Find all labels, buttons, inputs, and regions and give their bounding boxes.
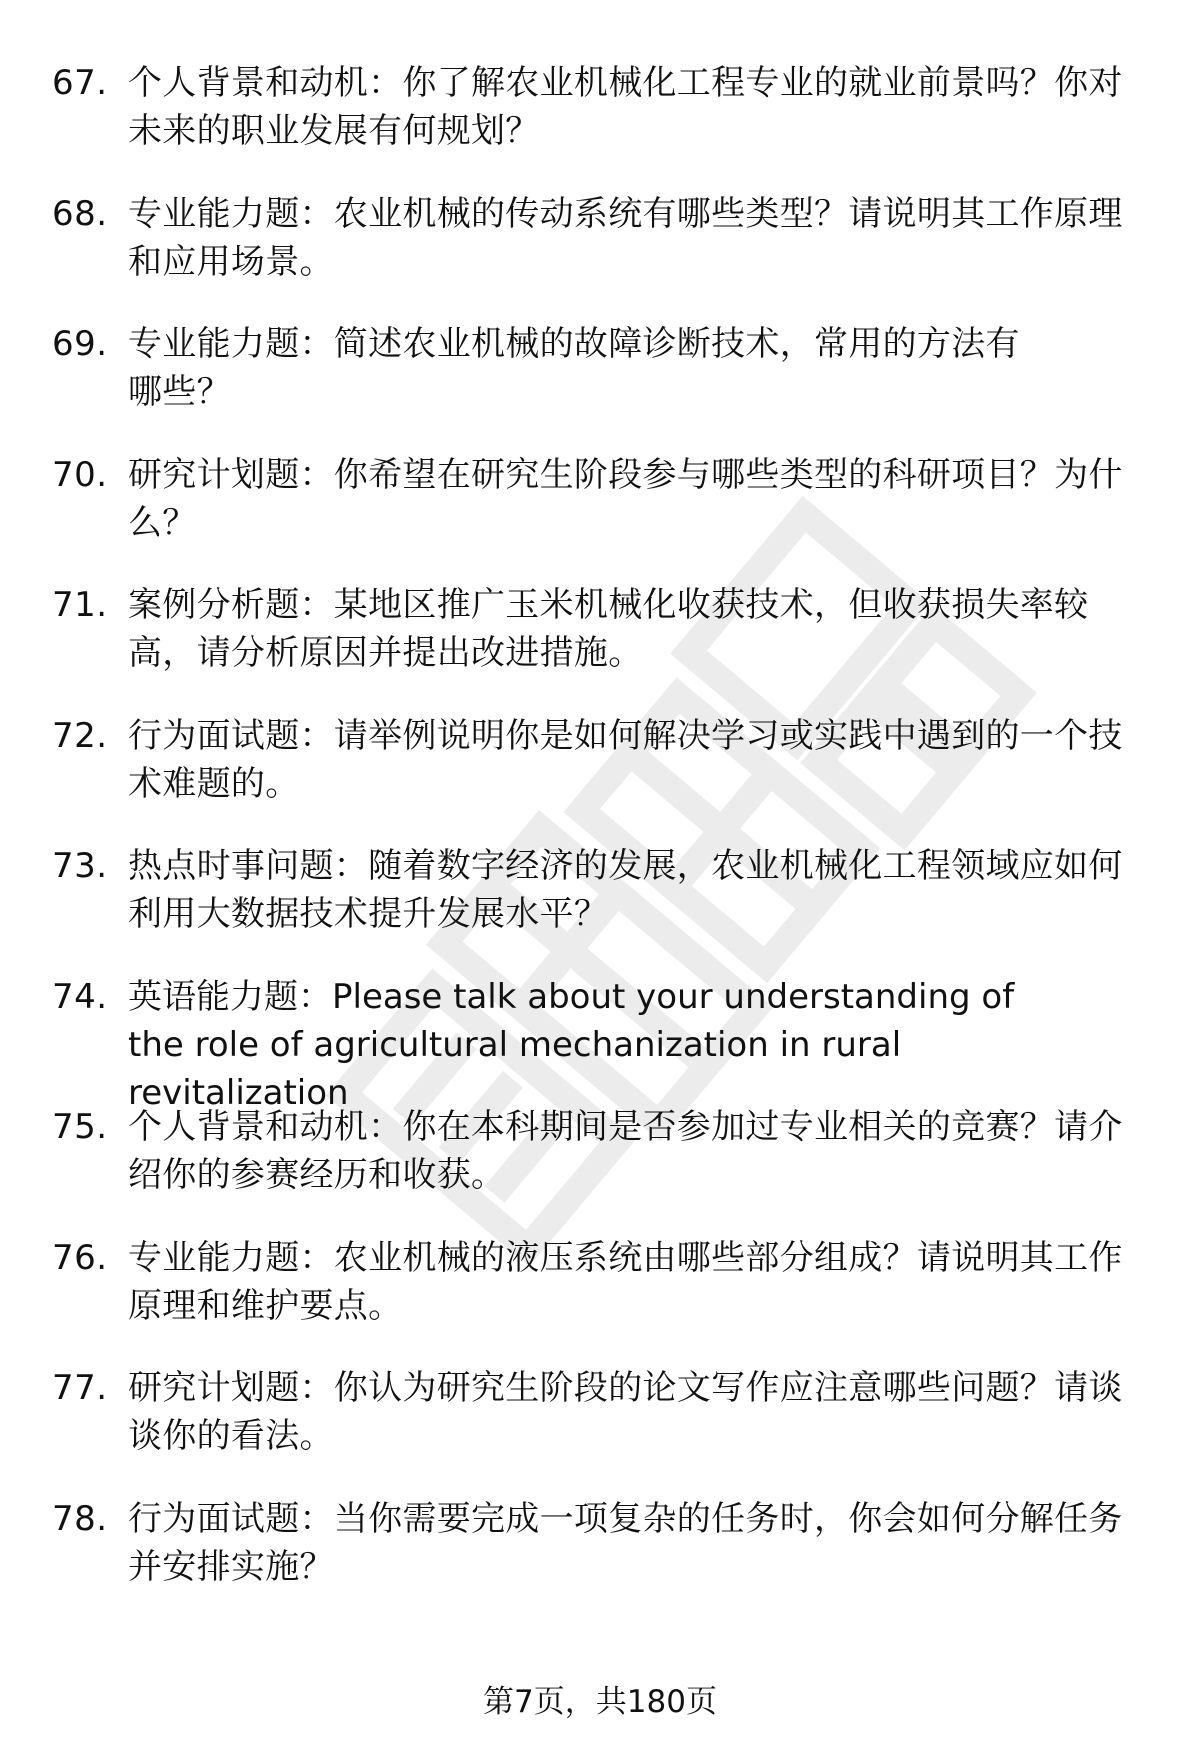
question-item [0, 190, 1200, 321]
question-item [0, 320, 1200, 451]
question-text: 行为面试题：当你需要完成一项复杂的任务时，你会如何分解任务并安排实施？ [128, 1498, 1123, 1587]
page-footer: 第7页，共180页 [483, 1684, 717, 1720]
question-number: 70. [52, 454, 108, 495]
question-text: 行为面试题：请举例说明你是如何解决学习或实践中遇到的一个技术难题的。 [128, 715, 1123, 804]
question-item [0, 1103, 1200, 1234]
question-item [0, 581, 1200, 712]
question-item [0, 451, 1200, 582]
question-text: 个人背景和动机：你了解农业机械化工程专业的就业前景吗？你对未来的职业发展有何规划？ [128, 63, 1123, 151]
question-text: 个人背景和动机：你在本科期间是否参加过专业相关的竞赛？请介绍你的参赛经历和收获。 [128, 1107, 1123, 1195]
question-number: 74. [52, 976, 108, 1017]
question-item [0, 1234, 1200, 1365]
question-text: 英语能力题：Please talk about your understanding of the role of agricultural mechanization in rural revitalization [128, 976, 1015, 1113]
question-item [0, 59, 1200, 190]
question-text: 专业能力题：简述农业机械的故障诊断技术，常用的方法有哪些？ [128, 324, 1020, 412]
question-number: 77. [52, 1368, 108, 1408]
question-number: 69. [52, 324, 108, 364]
question-text: 研究计划题：你希望在研究生阶段参与哪些类型的科研项目？为什么？ [128, 454, 1123, 543]
question-item [0, 973, 1200, 1113]
question-number: 73. [52, 846, 108, 886]
question-item [0, 1495, 1200, 1626]
question-number: 76. [52, 1237, 108, 1278]
question-text: 专业能力题：农业机械的传动系统有哪些类型？请说明其工作原理和应用场景。 [128, 193, 1123, 282]
question-number: 72. [52, 715, 108, 756]
question-text: 案例分析题：某地区推广玉米机械化收获技术，但收获损失率较高，请分析原因并提出改进措施。 [128, 585, 1089, 673]
question-item [0, 712, 1200, 843]
question-text: 专业能力题：农业机械的液压系统由哪些部分组成？请说明其工作原理和维护要点。 [128, 1237, 1123, 1326]
question-number: 68. [52, 193, 108, 234]
question-number: 78. [52, 1498, 108, 1539]
question-text: 热点时事问题：随着数字经济的发展，农业机械化工程领域应如何利用大数据技术提升发展水平？ [128, 846, 1123, 934]
question-number: 67. [52, 63, 108, 103]
question-list [0, 59, 1200, 1625]
question-number: 71. [52, 585, 108, 625]
question-item [0, 1364, 1200, 1495]
question-item [0, 842, 1200, 973]
question-number: 75. [52, 1107, 108, 1147]
question-text: 研究计划题：你认为研究生阶段的论文写作应注意哪些问题？请谈谈你的看法。 [128, 1368, 1123, 1456]
